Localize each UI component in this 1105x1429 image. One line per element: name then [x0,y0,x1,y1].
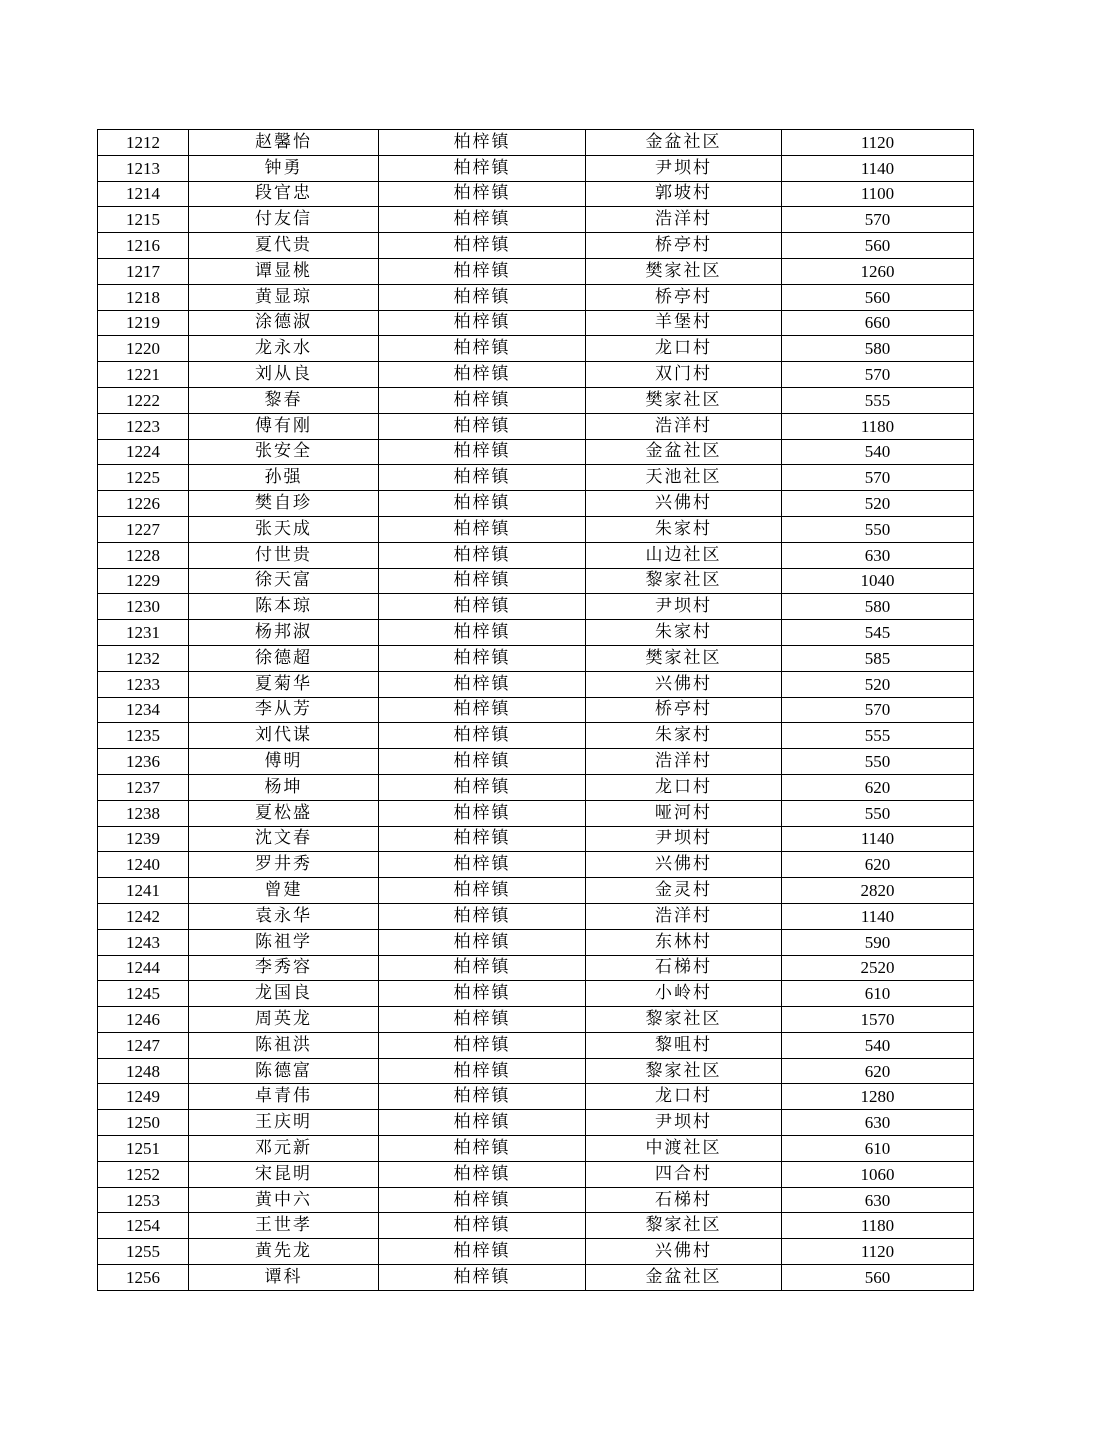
person-name-cell: 罗井秀 [189,852,379,878]
person-name-cell: 黎春 [189,387,379,413]
row-number-cell: 1239 [98,826,189,852]
row-number-cell: 1227 [98,516,189,542]
row-number-cell: 1214 [98,181,189,207]
table-row [98,800,974,826]
table-row [98,594,974,620]
village-cell: 浩洋村 [586,413,782,439]
town-cell: 柏梓镇 [379,749,586,775]
amount-cell: 1280 [782,1084,974,1110]
village-cell: 天池社区 [586,465,782,491]
table-row [98,671,974,697]
table-row [98,258,974,284]
village-cell: 兴佛村 [586,852,782,878]
table-row [98,465,974,491]
person-name-cell: 刘从良 [189,362,379,388]
amount-cell: 620 [782,852,974,878]
row-number-cell: 1228 [98,542,189,568]
amount-cell: 520 [782,671,974,697]
table-row [98,310,974,336]
row-number-cell: 1225 [98,465,189,491]
village-cell: 兴佛村 [586,491,782,517]
amount-cell: 630 [782,1110,974,1136]
person-name-cell: 王世孝 [189,1213,379,1239]
town-cell: 柏梓镇 [379,903,586,929]
table-row [98,981,974,1007]
person-name-cell: 谭显桃 [189,258,379,284]
person-name-cell: 陈德富 [189,1058,379,1084]
town-cell: 柏梓镇 [379,1058,586,1084]
table-row [98,1110,974,1136]
amount-cell: 620 [782,1058,974,1084]
town-cell: 柏梓镇 [379,878,586,904]
person-name-cell: 黄显琼 [189,284,379,310]
table-row [98,645,974,671]
amount-cell: 1120 [782,130,974,156]
document-sheet [97,129,973,1291]
amount-cell: 585 [782,645,974,671]
person-name-cell: 杨邦淑 [189,620,379,646]
village-cell: 黎家社区 [586,568,782,594]
amount-cell: 520 [782,491,974,517]
row-number-cell: 1248 [98,1058,189,1084]
table-row [98,413,974,439]
amount-cell: 1180 [782,413,974,439]
town-cell: 柏梓镇 [379,1032,586,1058]
table-row [98,284,974,310]
table-row [98,697,974,723]
village-cell: 朱家村 [586,723,782,749]
amount-cell: 2520 [782,955,974,981]
person-name-cell: 孙强 [189,465,379,491]
town-cell: 柏梓镇 [379,181,586,207]
village-cell: 樊家社区 [586,387,782,413]
town-cell: 柏梓镇 [379,1110,586,1136]
row-number-cell: 1226 [98,491,189,517]
town-cell: 柏梓镇 [379,1084,586,1110]
amount-cell: 630 [782,542,974,568]
village-cell: 金盆社区 [586,439,782,465]
town-cell: 柏梓镇 [379,826,586,852]
person-name-cell: 张天成 [189,516,379,542]
roster-table [97,129,974,1291]
town-cell: 柏梓镇 [379,310,586,336]
village-cell: 黎家社区 [586,1007,782,1033]
village-cell: 四合村 [586,1161,782,1187]
table-row [98,542,974,568]
table-row [98,929,974,955]
village-cell: 羊堡村 [586,310,782,336]
row-number-cell: 1229 [98,568,189,594]
village-cell: 尹坝村 [586,594,782,620]
table-row [98,336,974,362]
table-row [98,955,974,981]
town-cell: 柏梓镇 [379,1007,586,1033]
table-row [98,1187,974,1213]
town-cell: 柏梓镇 [379,671,586,697]
row-number-cell: 1212 [98,130,189,156]
person-name-cell: 陈祖学 [189,929,379,955]
village-cell: 桥亭村 [586,697,782,723]
person-name-cell: 段官忠 [189,181,379,207]
row-number-cell: 1235 [98,723,189,749]
person-name-cell: 傅有刚 [189,413,379,439]
town-cell: 柏梓镇 [379,1213,586,1239]
table-row [98,903,974,929]
amount-cell: 1040 [782,568,974,594]
person-name-cell: 夏松盛 [189,800,379,826]
town-cell: 柏梓镇 [379,465,586,491]
row-number-cell: 1232 [98,645,189,671]
person-name-cell: 付友信 [189,207,379,233]
town-cell: 柏梓镇 [379,439,586,465]
row-number-cell: 1234 [98,697,189,723]
table-row [98,516,974,542]
table-row [98,774,974,800]
table-row [98,1265,974,1291]
table-row [98,1058,974,1084]
row-number-cell: 1223 [98,413,189,439]
amount-cell: 630 [782,1187,974,1213]
table-row [98,130,974,156]
person-name-cell: 夏代贵 [189,233,379,259]
person-name-cell: 曾建 [189,878,379,904]
village-cell: 东林村 [586,929,782,955]
person-name-cell: 龙永水 [189,336,379,362]
person-name-cell: 徐德超 [189,645,379,671]
amount-cell: 555 [782,723,974,749]
amount-cell: 580 [782,594,974,620]
amount-cell: 610 [782,981,974,1007]
village-cell: 樊家社区 [586,645,782,671]
village-cell: 龙口村 [586,336,782,362]
row-number-cell: 1251 [98,1136,189,1162]
town-cell: 柏梓镇 [379,852,586,878]
person-name-cell: 钟勇 [189,155,379,181]
person-name-cell: 张安全 [189,439,379,465]
table-row [98,207,974,233]
town-cell: 柏梓镇 [379,362,586,388]
table-row [98,181,974,207]
amount-cell: 590 [782,929,974,955]
table-row [98,568,974,594]
row-number-cell: 1218 [98,284,189,310]
town-cell: 柏梓镇 [379,1136,586,1162]
village-cell: 黎家社区 [586,1058,782,1084]
amount-cell: 1140 [782,826,974,852]
village-cell: 樊家社区 [586,258,782,284]
person-name-cell: 傅明 [189,749,379,775]
village-cell: 哑河村 [586,800,782,826]
person-name-cell: 卓青伟 [189,1084,379,1110]
table-row [98,723,974,749]
town-cell: 柏梓镇 [379,207,586,233]
amount-cell: 555 [782,387,974,413]
town-cell: 柏梓镇 [379,387,586,413]
row-number-cell: 1230 [98,594,189,620]
amount-cell: 550 [782,800,974,826]
table-row [98,620,974,646]
table-row [98,1084,974,1110]
amount-cell: 1120 [782,1239,974,1265]
row-number-cell: 1243 [98,929,189,955]
amount-cell: 540 [782,1032,974,1058]
village-cell: 尹坝村 [586,1110,782,1136]
table-row [98,387,974,413]
person-name-cell: 袁永华 [189,903,379,929]
town-cell: 柏梓镇 [379,284,586,310]
row-number-cell: 1242 [98,903,189,929]
table-row [98,362,974,388]
town-cell: 柏梓镇 [379,1265,586,1291]
amount-cell: 560 [782,233,974,259]
town-cell: 柏梓镇 [379,774,586,800]
table-row [98,1213,974,1239]
amount-cell: 1180 [782,1213,974,1239]
town-cell: 柏梓镇 [379,800,586,826]
amount-cell: 2820 [782,878,974,904]
row-number-cell: 1215 [98,207,189,233]
village-cell: 龙口村 [586,774,782,800]
person-name-cell: 王庆明 [189,1110,379,1136]
amount-cell: 580 [782,336,974,362]
town-cell: 柏梓镇 [379,491,586,517]
village-cell: 浩洋村 [586,207,782,233]
amount-cell: 620 [782,774,974,800]
table-row [98,826,974,852]
amount-cell: 540 [782,439,974,465]
row-number-cell: 1240 [98,852,189,878]
person-name-cell: 刘代谋 [189,723,379,749]
village-cell: 桥亭村 [586,233,782,259]
village-cell: 黎咀村 [586,1032,782,1058]
village-cell: 石梯村 [586,1187,782,1213]
town-cell: 柏梓镇 [379,233,586,259]
person-name-cell: 李秀容 [189,955,379,981]
table-row [98,1032,974,1058]
village-cell: 中渡社区 [586,1136,782,1162]
village-cell: 朱家村 [586,516,782,542]
row-number-cell: 1246 [98,1007,189,1033]
town-cell: 柏梓镇 [379,130,586,156]
amount-cell: 550 [782,516,974,542]
person-name-cell: 周英龙 [189,1007,379,1033]
amount-cell: 1060 [782,1161,974,1187]
town-cell: 柏梓镇 [379,929,586,955]
row-number-cell: 1238 [98,800,189,826]
row-number-cell: 1233 [98,671,189,697]
amount-cell: 1260 [782,258,974,284]
amount-cell: 1100 [782,181,974,207]
row-number-cell: 1221 [98,362,189,388]
person-name-cell: 夏菊华 [189,671,379,697]
person-name-cell: 陈本琼 [189,594,379,620]
person-name-cell: 涂德淑 [189,310,379,336]
town-cell: 柏梓镇 [379,620,586,646]
amount-cell: 560 [782,284,974,310]
row-number-cell: 1222 [98,387,189,413]
person-name-cell: 黄中六 [189,1187,379,1213]
village-cell: 兴佛村 [586,1239,782,1265]
town-cell: 柏梓镇 [379,1187,586,1213]
amount-cell: 570 [782,697,974,723]
row-number-cell: 1224 [98,439,189,465]
amount-cell: 570 [782,362,974,388]
amount-cell: 610 [782,1136,974,1162]
amount-cell: 1140 [782,903,974,929]
village-cell: 金灵村 [586,878,782,904]
table-row [98,1136,974,1162]
row-number-cell: 1231 [98,620,189,646]
village-cell: 郭坡村 [586,181,782,207]
table-row [98,749,974,775]
village-cell: 尹坝村 [586,826,782,852]
town-cell: 柏梓镇 [379,723,586,749]
person-name-cell: 宋昆明 [189,1161,379,1187]
person-name-cell: 李从芳 [189,697,379,723]
village-cell: 金盆社区 [586,130,782,156]
row-number-cell: 1244 [98,955,189,981]
village-cell: 兴佛村 [586,671,782,697]
row-number-cell: 1241 [98,878,189,904]
person-name-cell: 沈文春 [189,826,379,852]
person-name-cell: 陈祖洪 [189,1032,379,1058]
row-number-cell: 1256 [98,1265,189,1291]
table-row [98,491,974,517]
amount-cell: 1140 [782,155,974,181]
town-cell: 柏梓镇 [379,1161,586,1187]
town-cell: 柏梓镇 [379,594,586,620]
village-cell: 黎家社区 [586,1213,782,1239]
amount-cell: 660 [782,310,974,336]
roster-table-body [98,130,974,1291]
table-row [98,1161,974,1187]
town-cell: 柏梓镇 [379,568,586,594]
village-cell: 小岭村 [586,981,782,1007]
town-cell: 柏梓镇 [379,516,586,542]
village-cell: 山边社区 [586,542,782,568]
village-cell: 龙口村 [586,1084,782,1110]
amount-cell: 570 [782,207,974,233]
town-cell: 柏梓镇 [379,258,586,284]
person-name-cell: 樊自珍 [189,491,379,517]
row-number-cell: 1219 [98,310,189,336]
town-cell: 柏梓镇 [379,1239,586,1265]
town-cell: 柏梓镇 [379,697,586,723]
row-number-cell: 1247 [98,1032,189,1058]
table-row [98,1239,974,1265]
town-cell: 柏梓镇 [379,413,586,439]
row-number-cell: 1213 [98,155,189,181]
town-cell: 柏梓镇 [379,155,586,181]
village-cell: 朱家村 [586,620,782,646]
town-cell: 柏梓镇 [379,542,586,568]
town-cell: 柏梓镇 [379,336,586,362]
village-cell: 浩洋村 [586,749,782,775]
row-number-cell: 1252 [98,1161,189,1187]
amount-cell: 1570 [782,1007,974,1033]
person-name-cell: 邓元新 [189,1136,379,1162]
person-name-cell: 付世贵 [189,542,379,568]
row-number-cell: 1217 [98,258,189,284]
village-cell: 尹坝村 [586,155,782,181]
person-name-cell: 杨坤 [189,774,379,800]
row-number-cell: 1254 [98,1213,189,1239]
row-number-cell: 1220 [98,336,189,362]
table-row [98,852,974,878]
amount-cell: 550 [782,749,974,775]
town-cell: 柏梓镇 [379,955,586,981]
row-number-cell: 1216 [98,233,189,259]
table-row [98,439,974,465]
amount-cell: 570 [782,465,974,491]
village-cell: 双门村 [586,362,782,388]
person-name-cell: 龙国良 [189,981,379,1007]
row-number-cell: 1245 [98,981,189,1007]
row-number-cell: 1236 [98,749,189,775]
village-cell: 金盆社区 [586,1265,782,1291]
row-number-cell: 1253 [98,1187,189,1213]
table-row [98,233,974,259]
row-number-cell: 1237 [98,774,189,800]
row-number-cell: 1250 [98,1110,189,1136]
amount-cell: 560 [782,1265,974,1291]
person-name-cell: 徐天富 [189,568,379,594]
person-name-cell: 赵馨怡 [189,130,379,156]
amount-cell: 545 [782,620,974,646]
town-cell: 柏梓镇 [379,981,586,1007]
row-number-cell: 1255 [98,1239,189,1265]
person-name-cell: 谭科 [189,1265,379,1291]
table-row [98,1007,974,1033]
village-cell: 浩洋村 [586,903,782,929]
row-number-cell: 1249 [98,1084,189,1110]
table-row [98,155,974,181]
person-name-cell: 黄先龙 [189,1239,379,1265]
town-cell: 柏梓镇 [379,645,586,671]
village-cell: 桥亭村 [586,284,782,310]
table-row [98,878,974,904]
village-cell: 石梯村 [586,955,782,981]
